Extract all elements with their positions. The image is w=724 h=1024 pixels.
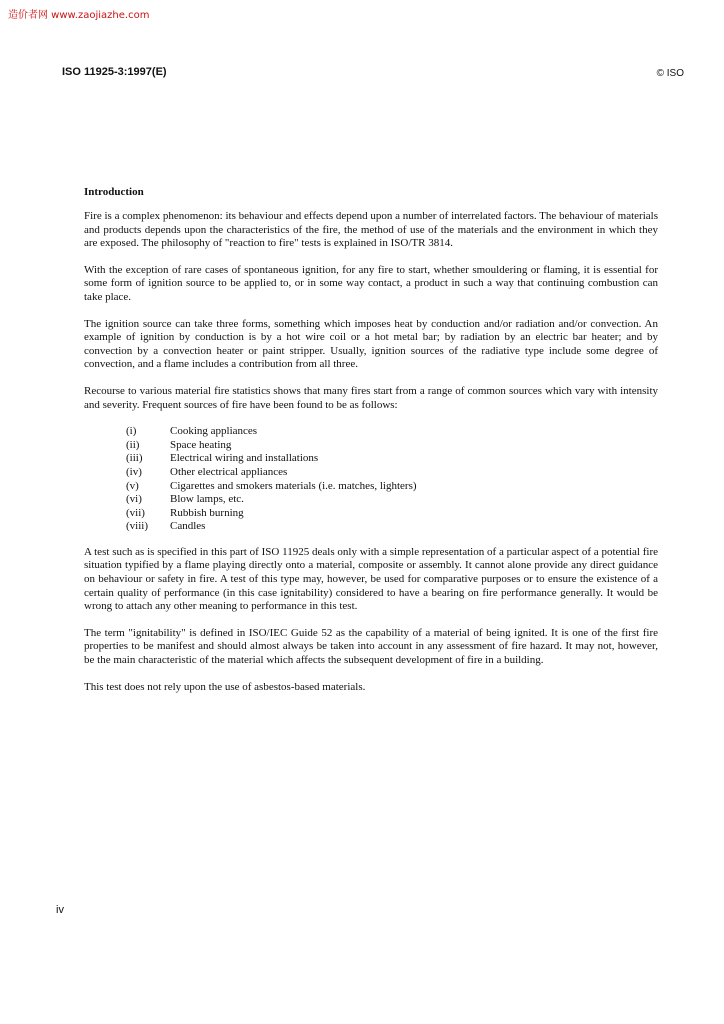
list-item (126, 466, 658, 480)
list-item-number: (vii) (126, 506, 145, 519)
copyright-notice: © ISO (656, 68, 684, 79)
list-item (126, 493, 658, 507)
paragraph: With the exception of rare cases of spontaneous ignition, for any fire to start, whether smouldering or flaming, it is essential for some form of ignition source to be applied to, or in some way contact, a product in such a way that continuing combustion can take place. (84, 263, 658, 303)
list-item-number: (iv) (126, 465, 142, 478)
list-item-text: Cooking appliances (170, 425, 258, 438)
list-item-text: Electrical wiring and installations (170, 452, 319, 465)
section-title: Introduction (84, 186, 144, 198)
list-item-text: Other electrical appliances (170, 465, 288, 478)
list-item-text: Cigarettes and smokers materials (i.e. matches, lighters) (170, 479, 417, 492)
list-item-number: (iii) (126, 452, 143, 465)
list-item (126, 425, 658, 439)
list-item-number: (vi) (126, 493, 142, 506)
list-item-text: Candles (170, 520, 206, 533)
list-item (126, 439, 658, 453)
list-item (126, 480, 658, 494)
standard-id: ISO 11925-3:1997(E) (62, 66, 167, 78)
list-item-number: (v) (126, 479, 139, 492)
list-item-text: Rubbish burning (170, 506, 244, 519)
page-number: iv (56, 904, 64, 916)
paragraph: This test does not rely upon the use of asbestos-based materials. (84, 680, 366, 693)
list-item-number: (i) (126, 425, 137, 438)
paragraph: The ignition source can take three forms, something which imposes heat by conduction and/or radiation and/or convection. An example of ignition by conduction is by a hot wire coil or a hot metal bar; by radiation by an electric bar heater; and by convection by a convection heater or paint stripper. Usually, ignition sources of the radiative type include some degree of convection, and a flame includes a contribution from all three. (84, 317, 658, 371)
paragraph: A test such as is specified in this part of ISO 11925 deals only with a simple representation of a particular aspect of a potential fire situation typified by a flame playing directly onto a material, composite or assembly. It cannot alone provide any direct guidance on behaviour or safety in fire. A test of this type may, however, be used for comparative purposes or to ensure the existence of a certain quality of performance (in this case ignitability) considered to have a bearing on fire performance generally. It would be wrong to attach any other meaning to performance in this test. (84, 545, 658, 613)
paragraph: The term "ignitability" is defined in ISO/IEC Guide 52 as the capability of a material of being ignited. It is one of the first fire properties to be manifest and should almost always be taken into account in any assessment of fire hazard. It may not, however, be the main characteristic of the material which affects the subsequent development of fire in a building. (84, 626, 658, 667)
list-item-number: (viii) (126, 520, 148, 533)
main-content (84, 186, 658, 707)
fire-sources-list (126, 425, 658, 534)
list-item-text: Blow lamps, etc. (170, 493, 244, 506)
list-item (126, 452, 658, 466)
paragraph: Fire is a complex phenomenon: its behaviour and effects depend upon a number of interrelated factors. The behaviour of materials and products depends upon the characteristics of the fire, the method of use of the materials and the environment in which they are exposed. The philosophy of "reaction to fire" tests is explained in ISO/TR 3814. (84, 210, 658, 250)
paragraph: Recourse to various material fire statistics shows that many fires start from a range of common sources which vary with intensity and severity. Frequent sources of fire have been found to be as follows: (84, 384, 658, 411)
list-item-text: Space heating (170, 438, 232, 451)
list-item (126, 520, 658, 534)
watermark-text: 造价者网 www.zaojiazhe.com (8, 10, 150, 21)
list-item-number: (ii) (126, 438, 140, 451)
list-item (126, 507, 658, 521)
